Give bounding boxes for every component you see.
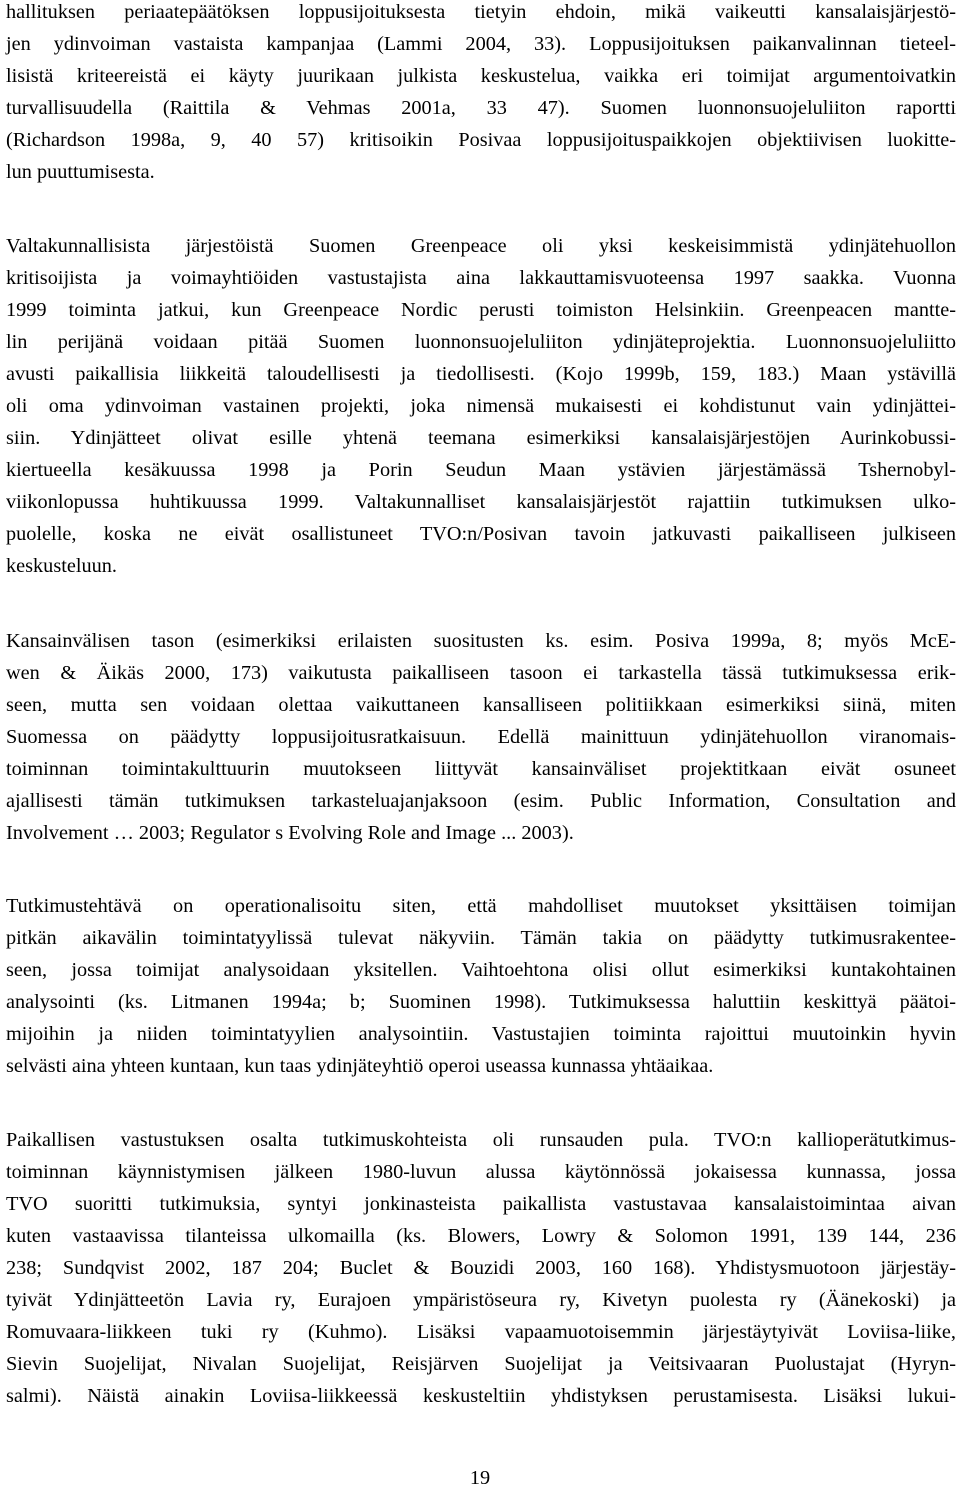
text-line: 1999 toiminta jatkui, kun Greenpeace Nordic perusti toimiston Helsinkiin. Greenpeacen mantte-: [6, 299, 956, 321]
text-line: salmi). Näistä ainakin Loviisa-liikkeessä keskusteltiin yhdistyksen perustamisesta. Lisäksi lukui-: [6, 1385, 956, 1407]
text-line: puolelle, koska ne eivät osallistuneet TVO:n/Posivan tavoin jatkuvasti paikalliseen julkiseen: [6, 523, 956, 545]
text-line: kiertueella kesäkuussa 1998 ja Porin Seudun Maan ystävien järjestämässä Tshernobyl-: [6, 459, 956, 481]
text-line: Sievin Suojelijat, Nivalan Suojelijat, Reisjärven Suojelijat ja Veitsivaaran Puolustajat (Hyryn-: [6, 1353, 956, 1375]
text-line: (Richardson 1998a, 9, 40 57) kritisoikin Posivaa loppusijoituspaikkojen objektiivisen luokitte-: [6, 129, 956, 151]
text-line: viikonlopussa huhtikuussa 1999. Valtakunnalliset kansalaisjärjestöt rajattiin tutkimuksen ulko-: [6, 491, 956, 513]
text-line: keskusteluun.: [6, 555, 117, 577]
text-line: mijoihin ja niiden toimintatyylien analysointiin. Vastustajien toiminta rajoittui muutoinkin hyvin: [6, 1023, 956, 1045]
text-line: lun puuttumisesta.: [6, 161, 155, 183]
text-line: Romuvaara-liikkeen tuki ry (Kuhmo). Lisäksi vapaamuotoisemmin järjestäytyivät Loviisa-liike,: [6, 1321, 956, 1343]
text-line: Valtakunnallisista järjestöistä Suomen Greenpeace oli yksi keskeisimmistä ydinjätehuollon: [6, 235, 956, 257]
text-line: Involvement … 2003; Regulator s Evolving Role and Image ... 2003).: [6, 822, 574, 844]
text-line: analysointi (ks. Litmanen 1994a; b; Suominen 1998). Tutkimuksessa haluttiin keskittyä päätoi-: [6, 991, 956, 1013]
text-line: 238; Sundqvist 2002, 187 204; Buclet & Bouzidi 2003, 160 168). Yhdistysmuotoon järjestäy-: [6, 1257, 956, 1279]
text-line: lin perijänä voidaan pitää Suomen luonnonsuojeluliiton ydinjäteprojektia. Luonnonsuojeluliitto: [6, 331, 956, 353]
text-line: wen & Äikäs 2000, 173) vaikutusta paikalliseen tasoon ei tarkastella tässä tutkimuksessa erik-: [6, 662, 956, 684]
text-line: tyivät Ydinjätteetön Lavia ry, Eurajoen ympäristöseura ry, Kivetyn puolesta ry (Äänekoski) ja: [6, 1289, 956, 1311]
text-line: Tutkimustehtävä on operationalisoitu siten, että mahdolliset muutokset yksittäisen toimijan: [6, 895, 956, 917]
text-line: toiminnan käynnistymisen jälkeen 1980-luvun alussa käytönnössä jokaisessa kunnassa, jossa: [6, 1161, 956, 1183]
text-line: hallituksen periaatepäätöksen loppusijoituksesta tietyin ehdoin, mikä vaikeutti kansalaisjärjestö-: [6, 1, 956, 23]
text-line: avusti paikallisia liikkeitä taloudellisesti ja tiedollisesti. (Kojo 1999b, 159, 183.) Maan ystävillä: [6, 363, 956, 385]
text-line: oli oma ydinvoiman vastainen projekti, joka nimensä mukaisesti ei kohdistunut vain ydinjättei-: [6, 395, 956, 417]
text-line: seen, mutta sen voidaan olettaa vaikuttaneen kansalliseen politiikkaan esimerkiksi siinä, miten: [6, 694, 956, 716]
text-line: seen, jossa toimijat analysoidaan yksitellen. Vaihtoehtona olisi ollut esimerkiksi kuntakohtainen: [6, 959, 956, 981]
text-line: turvallisuudella (Raittila & Vehmas 2001a, 33 47). Suomen luonnonsuojeluliiton raportti: [6, 97, 956, 119]
text-line: Kansainvälisen tason (esimerkiksi erilaisten suositusten ks. esim. Posiva 1999a, 8; myös McE-: [6, 630, 956, 652]
text-line: pitkän aikavälin toimintatyylissä tulevat näkyviin. Tämän takia on päädytty tutkimusrakentee-: [6, 927, 956, 949]
text-line: selvästi aina yhteen kuntaan, kun taas ydinjäteyhtiö operoi useassa kunnassa yhtäaikaa.: [6, 1055, 714, 1077]
text-line: kuten vastaavissa tilanteissa ulkomailla (ks. Blowers, Lowry & Solomon 1991, 139 144, 236: [6, 1225, 956, 1247]
text-line: toiminnan toimintakulttuurin muutokseen liittyvät kansainväliset projektitkaan eivät osuneet: [6, 758, 956, 780]
text-line: lisistä kriteereistä ei käyty juurikaan julkista keskustelua, vaikka eri toimijat argumentoivatkin: [6, 65, 956, 87]
text-line: ajallisesti tämän tutkimuksen tarkasteluajanjaksoon (esim. Public Information, Consultation and: [6, 790, 956, 812]
text-line: TVO suoritti tutkimuksia, syntyi jonkinasteista paikallista vastustavaa kansalaistoimintaa aivan: [6, 1193, 956, 1215]
text-line: kritisoijista ja voimayhtiöiden vastustajista aina lakkauttamisvuoteensa 1997 saakka. Vuonna: [6, 267, 956, 289]
text-line: Suomessa on päädytty loppusijoitusratkaisuun. Edellä mainittuun ydinjätehuollon viranomais-: [6, 726, 956, 748]
text-line: Paikallisen vastustuksen osalta tutkimuskohteista oli runsauden pula. TVO:n kallioperätutkimus-: [6, 1129, 956, 1151]
page-number: 19: [469, 1467, 491, 1489]
text-line: jen ydinvoiman vastaista kampanjaa (Lammi 2004, 33). Loppusijoituksen paikanvalinnan tieteel-: [6, 33, 956, 55]
text-line: siin. Ydinjätteet olivat esille yhtenä teemana esimerkiksi kansalaisjärjestöjen Aurinkobussi-: [6, 427, 956, 449]
